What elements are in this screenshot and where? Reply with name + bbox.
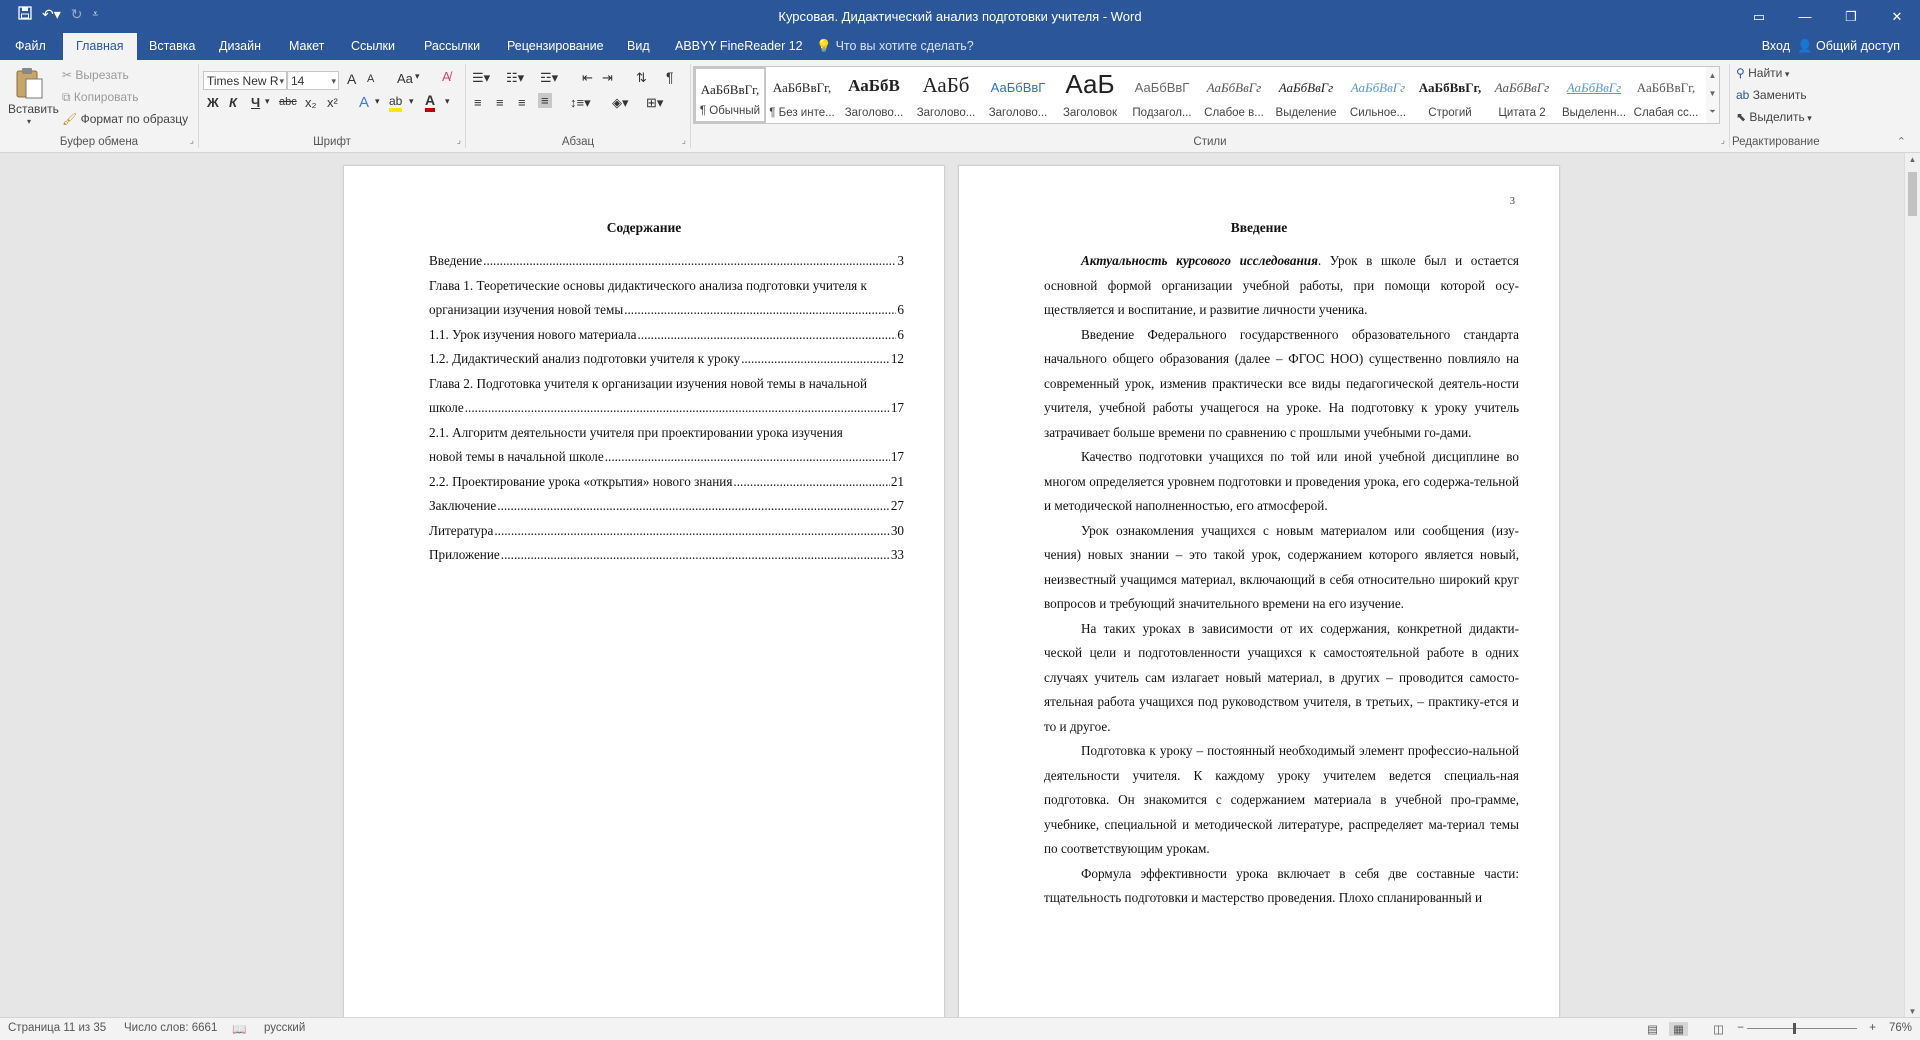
style-intense-emphasis[interactable] [1342, 67, 1414, 123]
toc-entry[interactable] [429, 421, 904, 446]
align-right-icon[interactable]: ≡ [518, 95, 526, 110]
style-preview: АаБбВвГ [990, 80, 1046, 95]
tab-file[interactable]: Файл [15, 39, 46, 53]
align-center-icon[interactable]: ≡ [496, 95, 504, 110]
ribbon [0, 60, 1920, 153]
paragraph[interactable]: Урок ознакомления учащихся с новым материалом или сообщения (изу-чения) новых знании – это такой урок, содержанием которого является новый, неизвестный учащимся материал, включающий в себя относительно широкий круг вопросов и требующий значительного времени на его изучение. [1044, 522, 1519, 611]
style-preview: АаБбВвГг [1566, 80, 1622, 95]
chevron-up-icon[interactable]: ▲ [1708, 71, 1717, 80]
tab-mailings[interactable]: Рассылки [424, 39, 481, 53]
align-left-icon[interactable]: ≡ [474, 95, 482, 110]
toc-entry-page: 21 [890, 473, 904, 489]
chevron-down-icon: ▾ [1782, 69, 1790, 79]
scrollbar-thumb[interactable] [1908, 172, 1917, 216]
shading-icon[interactable]: ◈▾ [612, 95, 629, 110]
cursor-icon: ⬉ [1736, 110, 1750, 124]
multilevel-list-icon[interactable]: ☲▾ [540, 70, 559, 85]
toc-entry-page: 6 [897, 326, 904, 342]
numbering-icon[interactable]: ☷▾ [506, 70, 525, 85]
style-name: Строгий [1428, 107, 1472, 119]
person-icon: 👤 [1796, 39, 1817, 53]
font-name-value: Times New R [207, 74, 279, 88]
minimize-icon[interactable]: — [1798, 9, 1812, 24]
italic-button[interactable]: К [229, 95, 237, 110]
bold-italic-lead: Актуальность курсового исследования [1081, 253, 1318, 268]
style-preview: АаБб [922, 73, 970, 97]
tab-insert[interactable]: Вставка [149, 39, 196, 53]
toc-entry[interactable] [429, 494, 904, 519]
toc-entry[interactable] [429, 323, 904, 348]
style-preview: АаБбВвГг [1206, 80, 1262, 95]
style-subtle-emphasis[interactable] [1198, 67, 1270, 123]
decrease-indent-icon[interactable]: ⇤ [582, 70, 593, 85]
language-indicator[interactable]: русский [264, 1022, 306, 1034]
toc-entry[interactable] [429, 372, 904, 397]
increase-indent-icon[interactable]: ⇥ [602, 70, 613, 85]
replace-button[interactable] [1736, 88, 1807, 102]
style-name: Цитата 2 [1498, 107, 1546, 119]
tab-view[interactable]: Вид [627, 39, 650, 53]
font-group-label: Шрифт [313, 136, 351, 148]
more-icon[interactable]: ⏷ [1709, 107, 1716, 116]
show-marks-icon[interactable]: ¶ [666, 69, 674, 85]
toc-entry-page: 33 [890, 547, 904, 562]
style-name: Заголовок [1062, 107, 1118, 119]
table-of-contents [429, 249, 904, 568]
paragraph[interactable] [1044, 249, 1519, 323]
line-spacing-icon[interactable]: ↕≡▾ [570, 95, 591, 110]
style-heading-3[interactable] [982, 67, 1054, 123]
chevron-down-icon[interactable]: ▼ [1708, 89, 1717, 98]
style-preview: АаБбВвГг, [1636, 80, 1696, 95]
zoom-level[interactable]: 76% [1888, 1022, 1912, 1034]
toc-entry-continuation[interactable] [429, 445, 904, 470]
font-name-combo[interactable] [203, 71, 287, 90]
toc-entry[interactable] [429, 519, 904, 544]
customize-icon[interactable]: ⩡ [92, 9, 99, 20]
toc-entry-continuation[interactable] [429, 396, 904, 421]
style-heading-1[interactable] [838, 67, 910, 123]
toc-entry-text: Глава 2. Подготовка учителя к организации изучения новой темы в начальной [429, 375, 868, 391]
subscript-button[interactable]: x₂ [305, 95, 317, 110]
ribbon-display-icon[interactable]: ▭ [1752, 8, 1766, 24]
style-name: Подзагол... [1132, 107, 1192, 119]
find-label: Найти [1748, 66, 1783, 80]
toc-entry-page: 30 [890, 522, 904, 538]
clipboard-launcher-icon[interactable]: ⌟ [189, 135, 194, 145]
toc-entry-text: Литература [429, 522, 494, 538]
undo-icon[interactable]: ↶▾ [42, 6, 61, 22]
chevron-down-icon[interactable]: ▾ [375, 96, 380, 106]
find-button[interactable] [1736, 66, 1789, 80]
zoom-out-icon[interactable]: − [1737, 1022, 1744, 1034]
style-name: Выделение [1275, 107, 1337, 119]
chevron-down-icon: ▾ [331, 76, 336, 86]
font-size-value: 14 [291, 74, 305, 88]
font-launcher-icon[interactable]: ⌟ [456, 135, 461, 145]
toc-entry-page: 17 [890, 400, 904, 415]
chevron-down-icon[interactable]: ▾ [445, 96, 450, 106]
toc-entry[interactable] [429, 249, 904, 274]
read-mode-icon[interactable]: ▤ [1647, 1024, 1658, 1036]
style-name: Выделенн... [1561, 107, 1627, 119]
title-bar [0, 0, 1920, 33]
sort-icon[interactable]: ⇅ [636, 70, 647, 85]
toc-entry-page: 3 [897, 253, 904, 268]
page-toc[interactable] [343, 165, 945, 1018]
toc-entry-text: Глава 1. Теоретические основы дидактического анализа подготовки учителя к [429, 277, 867, 293]
introduction-body [1044, 249, 1519, 911]
format-painter-label: Формат по образцу [80, 112, 189, 126]
style-title[interactable] [1054, 67, 1126, 123]
tab-references[interactable]: Ссылки [351, 39, 396, 53]
toc-entry[interactable] [429, 543, 904, 568]
page-number: 3 [1509, 196, 1515, 207]
paragraph[interactable]: Введение Федерального государственного образовательного стандарта начального общего образования (далее – ФГОС НОО) существенно повлияло на современный урок, изменив практически все виды педагогической деятель-ности учителя, учебной работы учащегося на уроке. На подготовку к уроку учитель затрачивает больше времени по сравнению с прошлыми учебными го-дами. [1044, 326, 1519, 440]
styles-gallery [693, 66, 1708, 124]
toc-entry-page: 12 [890, 351, 904, 366]
font-group [199, 64, 466, 148]
tab-home[interactable]: Главная [63, 33, 137, 60]
chevron-down-icon[interactable]: ▾ [409, 96, 414, 106]
search-icon: ⚲ [1736, 66, 1749, 80]
chevron-down-icon: ▾ [1804, 113, 1812, 123]
web-layout-icon[interactable]: ◫ [1713, 1024, 1724, 1036]
chevron-down-icon[interactable]: ▾ [415, 71, 420, 81]
paste-label: Вставить [8, 102, 59, 116]
style-intense-quote[interactable] [1558, 67, 1630, 123]
window-controls [1736, 0, 1920, 33]
font-color-icon[interactable]: A [425, 93, 435, 112]
style-subtle-reference[interactable] [1630, 67, 1702, 123]
toc-entry-text: 2.2. Проектирование урока «открытия» нового знания [429, 473, 733, 489]
redo-icon[interactable]: ↻ [70, 6, 83, 22]
toc-entry-page: 27 [890, 498, 904, 513]
cut-label: Вырезать [75, 68, 129, 82]
cut-button[interactable] [62, 68, 129, 82]
style-preview: АаБбВвГг, [700, 82, 760, 97]
zoom-slider-thumb[interactable] [1793, 1023, 1796, 1034]
style-name: ¶ Без инте... [769, 107, 835, 119]
toc-entry[interactable] [429, 274, 904, 299]
vertical-scrollbar[interactable] [1904, 153, 1920, 1018]
style-preview: АаБ [1065, 69, 1115, 99]
copy-button[interactable] [62, 90, 139, 105]
tab-review[interactable]: Рецензирование [507, 39, 604, 53]
document-canvas[interactable] [0, 153, 1905, 1018]
paragraph-group [466, 64, 691, 148]
select-button[interactable] [1736, 110, 1812, 124]
clipboard-icon [14, 67, 44, 99]
clear-formatting-icon[interactable]: A̸ [442, 69, 451, 84]
toc-entry-page: 6 [897, 302, 904, 317]
style-preview: АаБбВвГ [1134, 80, 1190, 95]
change-case-icon[interactable]: Aa [397, 71, 413, 86]
tab-layout[interactable]: Макет [289, 39, 325, 53]
chevron-down-icon: ▾ [279, 76, 284, 86]
style-no-spacing[interactable] [766, 67, 838, 123]
style-name: Заголово... [916, 107, 976, 119]
style-normal[interactable] [694, 67, 766, 123]
toc-entry-continuation[interactable] [429, 298, 904, 323]
style-name: Слабая сс... [1633, 107, 1699, 119]
share-button[interactable] [1791, 34, 1906, 58]
tab-abbyy[interactable]: ABBYY FineReader 12 [675, 39, 803, 53]
paragraph[interactable]: Формула эффективности урока включает в себя две составные части: тщательность подготовки и мастерство проведения. Плохо спланированный и [1044, 865, 1519, 905]
editing-group [1730, 64, 1910, 148]
tell-me-box[interactable] [816, 33, 974, 60]
word-count[interactable]: Число слов: 6661 [124, 1022, 218, 1034]
paste-dropdown-icon[interactable]: ▾ [26, 117, 31, 126]
clipboard-group [0, 64, 199, 148]
replace-label: Заменить [1752, 88, 1807, 102]
toc-entry-text: 1.1. Урок изучения нового материала [429, 326, 637, 342]
paste-button[interactable] [8, 67, 59, 126]
status-bar [0, 1017, 1920, 1040]
style-strong[interactable] [1414, 67, 1486, 123]
styles-gallery-scroll[interactable] [1706, 66, 1720, 124]
style-name: Заголово... [988, 107, 1048, 119]
zoom-slider[interactable] [1747, 1028, 1857, 1029]
scissors-icon: ✂ [62, 68, 76, 82]
toc-entry-page: 17 [890, 449, 904, 464]
highlight-icon[interactable]: ab [389, 94, 402, 112]
paragraph[interactable]: На таких уроках в зависимости от их содержания, конкретной дидакти-ческой цели и подготовленности учащихся к самостоятельной работе в одних случаях учитель сам излагает новый материал, в других – проводится самосто-ятельная работа учащихся под руководством учителя, в третьих, – практику-ется и то и другое. [1044, 620, 1519, 734]
toc-entry-text: организации изучения новой темы [429, 302, 624, 317]
page-introduction[interactable] [958, 165, 1560, 1018]
text-effects-icon[interactable]: A [359, 94, 370, 111]
strikethrough-button[interactable]: abc [279, 96, 297, 108]
paragraph[interactable]: Качество подготовки учащихся по той или иной учебной дисциплине во многом определяется уровнем подготовки и проведения урока, его содержа-тельной и методической наполненностью, его атмосферой. [1044, 449, 1519, 513]
tell-me-text: Что вы хотите сделать? [835, 39, 974, 53]
style-emphasis[interactable] [1270, 67, 1342, 123]
lightbulb-icon: 💡 [816, 39, 832, 53]
style-subtitle[interactable] [1126, 67, 1198, 123]
style-name: ¶ Обычный [699, 105, 761, 117]
bullets-icon[interactable]: ☰▾ [472, 70, 491, 85]
print-layout-icon[interactable]: ▦ [1669, 1022, 1688, 1036]
sign-in-link[interactable]: Вход [1761, 39, 1790, 53]
close-icon[interactable]: ✕ [1891, 8, 1903, 24]
tab-design[interactable]: Дизайн [219, 39, 262, 53]
introduction-title: Введение [1230, 220, 1288, 235]
paintbrush-icon: 🖌 [62, 112, 78, 126]
bold-button[interactable]: Ж [207, 95, 219, 110]
toc-entry-text: 2.1. Алгоритм деятельности учителя при проектировании урока изучения [429, 424, 843, 440]
collapse-ribbon-icon[interactable]: ⌃ [1896, 136, 1906, 148]
style-preview: АаБбВвГг [1494, 80, 1550, 95]
style-preview: АаБбВвГг, [1418, 80, 1482, 95]
chevron-down-icon[interactable]: ▾ [265, 96, 270, 106]
ribbon-tabs [0, 33, 1920, 60]
style-preview: АаБбВвГг, [772, 80, 832, 95]
style-quote[interactable] [1486, 67, 1558, 123]
style-preview: АаБбВ [848, 76, 900, 95]
style-preview: АаБбВвГг [1278, 80, 1334, 95]
shrink-font-icon[interactable]: A [367, 73, 375, 85]
copy-label: Копировать [73, 90, 139, 104]
style-name: Заголово... [844, 107, 904, 119]
toc-entry-text: Заключение [429, 498, 497, 513]
toc-entry[interactable] [429, 470, 904, 495]
chevron-down-icon[interactable]: ▼ [1908, 1007, 1917, 1016]
toc-entry-text: школе [429, 400, 464, 415]
toc-entry-text: новой темы в начальной школе [429, 449, 604, 464]
style-name: Слабое в... [1204, 107, 1264, 119]
paragraph[interactable]: Подготовка к уроку – постоянный необходимый элемент профессио-нальной деятельности учителя. К каждому уроку учителем ведется специаль-ная подготовка. Он знакомится с содержанием материала в учебной про-грамме, учебнике, специальной и методической литературе, распределяет ма-териал темы по соответствующим урокам. [1044, 743, 1519, 856]
toc-title: Содержание [606, 220, 682, 235]
format-painter-button[interactable] [62, 112, 188, 126]
toc-entry-text: Введение [429, 253, 483, 268]
styles-launcher-icon[interactable]: ⌟ [1720, 135, 1725, 145]
paragraph-text: . Урок в школе был и остается основной формой организации учебной работы, при помощи которой осу-ществляется и воспитание, и развитие личности ученика. [1044, 253, 1520, 317]
styles-group-label: Стили [1193, 136, 1227, 148]
copy-icon: ⧉ [62, 90, 74, 104]
grow-font-icon[interactable]: A [347, 71, 357, 87]
justify-icon[interactable]: ≡ [538, 93, 552, 108]
chevron-up-icon[interactable]: ▲ [1908, 155, 1917, 164]
borders-icon[interactable]: ⊞▾ [646, 95, 664, 110]
restore-icon[interactable]: ❐ [1845, 8, 1857, 24]
style-preview: АаБбВвГг [1350, 80, 1406, 95]
style-heading-2[interactable] [910, 67, 982, 123]
paragraph-group-label: Абзац [561, 136, 595, 148]
superscript-button[interactable]: x² [327, 95, 338, 110]
clipboard-group-label: Буфер обмена [59, 136, 139, 148]
share-label: Общий доступ [1816, 39, 1900, 53]
toc-entry[interactable] [429, 347, 904, 372]
page-indicator[interactable]: Страница 11 из 35 [8, 1022, 107, 1034]
proofing-icon[interactable]: 📖 [232, 1024, 247, 1036]
editing-group-label: Редактирование [1732, 136, 1820, 148]
font-size-combo[interactable] [287, 71, 339, 90]
select-label: Выделить [1749, 110, 1805, 124]
toc-entry-text: Приложение [429, 547, 500, 562]
underline-button[interactable]: Ч [251, 95, 261, 110]
replace-icon: ab [1736, 88, 1753, 102]
toc-entry-text: 1.2. Дидактический анализ подготовки учителя к уроку [429, 351, 741, 366]
paragraph-launcher-icon[interactable]: ⌟ [681, 135, 686, 145]
style-name: Сильное... [1349, 107, 1407, 119]
zoom-in-icon[interactable]: + [1869, 1022, 1876, 1034]
window-title: Курсовая. Дидактический анализ подготовки учителя - Word [778, 9, 1142, 24]
